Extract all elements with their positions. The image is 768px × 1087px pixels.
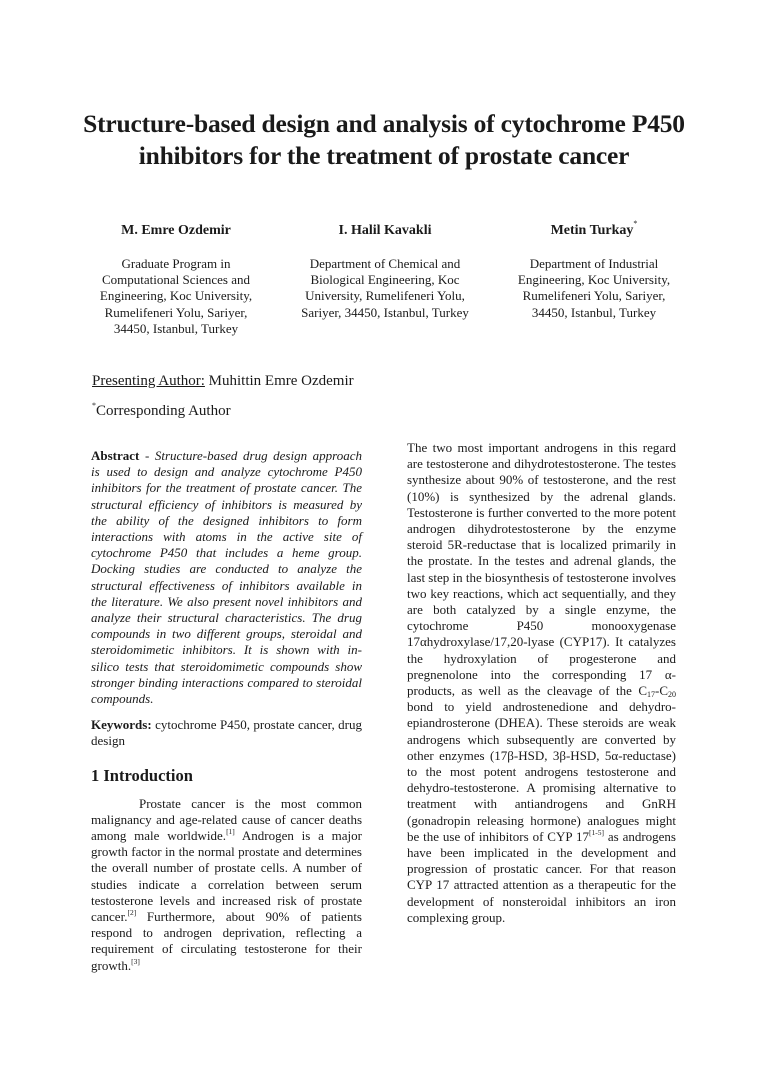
- author-affiliation: Graduate Program in Computational Sciences and Engineering, Koc University, Rumelifeneri Yolu, Sariyer, 34450, Istanbul, Turkey: [99, 256, 253, 336]
- paragraph-text: Androgen is a major growth factor in the normal prostate and determines the overall number of prostate cells. A number of studies indicate a correlation between serum testosterone levels and increased risk of prostate cancer.: [91, 828, 362, 925]
- section-heading-introduction: 1 Introduction: [91, 765, 193, 785]
- author-name-text: Metin Turkay: [550, 223, 634, 238]
- author-name-text: I. Halil Kavakli: [338, 223, 432, 238]
- paper-title: Structure-based design and analysis of cytochrome P450 inhibitors for the treatment of prostate cancer: [83, 109, 685, 170]
- author-2: [295, 222, 475, 337]
- abstract: [91, 448, 362, 707]
- presenting-author-name: Muhittin Emre Ozdemir: [204, 373, 354, 389]
- abstract-separator: -: [139, 448, 155, 463]
- citation-ref: [1-5]: [588, 827, 604, 837]
- left-column: [91, 448, 362, 974]
- paragraph-text: Furthermore, about 90% of patients respond to androgen deprivation, reflecting a requirement of circulating testosterone for their growth.: [91, 909, 362, 973]
- citation-ref: [3]: [131, 956, 140, 966]
- introduction-paragraph-2: [407, 440, 676, 926]
- subscript: 17: [647, 690, 655, 700]
- author-block: [86, 219, 684, 337]
- abstract-text: Structure-based drug design approach is used to design and analyze cytochrome P450 inhibitors for the treatment of prostate cancer. The structural efficiency of inhibitors is measured by the ability of the designed inhibitors to form interactions with atoms in the active site of cytochrome P450 that includes a heme group. Docking studies are conducted to analyze the structural effectiveness of inhibitors available in the literature. We also present novel inhibitors and analyze their structural characteristics. The drug compounds in two different groups, steroidal and steroidomimetic inhibitors. It is shown with in-silico tests that steroidomimetic compounds show stronger binding interactions compared to steroidal compounds.: [91, 448, 362, 707]
- citation-ref: [1]: [226, 827, 235, 837]
- right-column: [407, 440, 676, 926]
- presenting-author-label: Presenting Author:: [92, 373, 205, 389]
- paragraph-text: as androgens have been implicated in the development and progression of prostatic cancer. For that reason CYP 17 attracted attention as a therapeutic for the development of nonsteroidal inhibitors an iron complexing group.: [407, 828, 676, 925]
- subscript: 20: [668, 690, 676, 700]
- abstract-label: Abstract: [91, 448, 140, 463]
- author-name: [86, 222, 266, 240]
- paragraph-text: -C: [655, 683, 668, 699]
- author-name: [504, 219, 684, 240]
- introduction-paragraph-1: [91, 796, 362, 974]
- author-affiliation: Department of Industrial Engineering, Koc University, Rumelifeneri Yolu, Sariyer, 34450, Istanbul, Turkey: [517, 256, 671, 320]
- corresponding-author-note: [92, 402, 231, 420]
- corresponding-author-text: Corresponding Author: [96, 403, 231, 419]
- keywords-text: cytochrome P450, prostate cancer, drug design: [91, 717, 362, 749]
- corresponding-mark: *: [633, 219, 638, 228]
- keywords: [91, 717, 362, 749]
- presenting-author: [92, 372, 354, 390]
- keywords-label: Keywords:: [91, 717, 152, 733]
- author-name-text: M. Emre Ozdemir: [121, 223, 231, 238]
- paragraph-text: bond to yield androstenedione and dehydro-epiandrosterone (DHEA). These steroids are weak androgens which subsequently are converted by other enzymes (17β-HSD, 3β-HSD, 5α-reductase) to the most potent androgens testosterone and dehydro-testosterone. A promising alternative to treatment with antiandrogens and GnRH (gonadropin releasing hormone) analogues might be the use of inhibitors of CYP 17: [407, 699, 676, 844]
- author-name: [295, 222, 475, 240]
- author-1: [86, 222, 266, 337]
- author-3: [504, 219, 684, 337]
- corresponding-mark: *: [92, 401, 96, 410]
- citation-ref: [2]: [127, 908, 137, 918]
- author-affiliation: Department of Chemical and Biological Engineering, Koc University, Rumelifeneri Yolu, Sariyer, 34450, Istanbul, Turkey: [301, 256, 469, 320]
- paragraph-text: Prostate cancer is the most common malignancy and age-related cause of cancer deaths among male worldwide.: [91, 795, 362, 844]
- paragraph-text: The two most important androgens in this regard are testosterone and dihydrotestosterone. The testes synthesize about 90% of testosterone, and the rest (10%) is synthesized by the adrenal glands. Testosterone is further converted to the more potent androgen dihydrotestosterone by the enzyme steroid 5R-reductase that is localized primarily in the prostate. In the testes and adrenal glands, the last step in the biosynthesis of testosterone involves two key reactions, which act sequentially, and they are both catalyzed by a single enzyme, the cytochrome P450 monooxygenase 17αhydroxylase/17,20-lyase (CYP17). It catalyzes the hydroxylation of progesterone and pregnenolone into the corresponding 17 α-products, as well as the cleavage of the C: [407, 440, 676, 699]
